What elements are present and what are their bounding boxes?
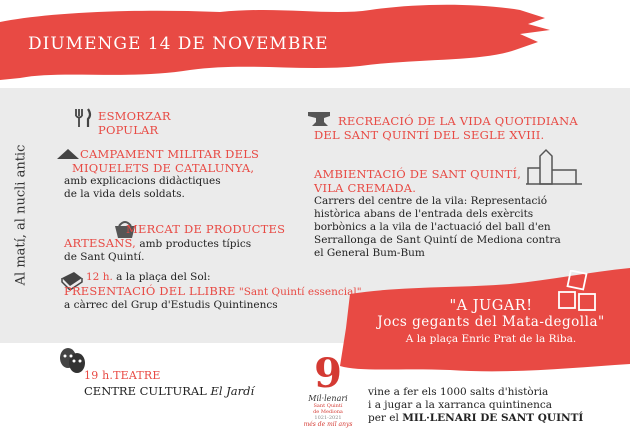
fork-knife-icon — [72, 107, 94, 129]
mercat-block: MERCAT DE PRODUCTES ARTESANS, amb productes típics de Sant Quintí. — [64, 222, 286, 263]
side-label: Al matí, al nucli antic — [13, 144, 29, 286]
campament-block: CAMPAMENT MILITAR DELS MIQUELETS DE CATALUNYA, amb explicacions didàctiques de la vida dels soldats. — [64, 147, 260, 200]
recreacio-block: RECREACIÓ DE LA VIDA QUOTIDIANA DEL SANT QUINTÍ DEL SEGLE XVIII. — [314, 114, 578, 142]
esmorzar-title: ESMORZAR POPULAR — [98, 109, 171, 137]
llibre-block: 12 h. a la plaça del Sol: PRESENTACIÓ DEL LLIBRE "Sant Quintí essencial" a càrrec del Grup d'Estudis Quintinencs — [64, 271, 362, 311]
ambientacio-block: AMBIENTACIÓ DE SANT QUINTÍ, VILA CREMADA. Carrers del centre de la vila: Representació històrica abans de l'entrada dels exèrcits borbònics a la vila de l'actuació del ball d'en Serrallonga de Sant Quintí de Mediona contra el General Bum-Bum — [314, 167, 561, 259]
footer-text: vine a fer els 1000 salts d'història i a jugar a la xarranca quintinenca per el MIL·LENARI DE SANT QUINTÍ — [368, 386, 584, 424]
event-date: DIUMENGE 14 DE NOVEMBRE — [28, 34, 329, 54]
theatre-masks-icon — [58, 346, 86, 374]
jugar-block: "A JUGAR! Jocs gegants del Mata-degolla" A la plaça Enric Prat de la Riba. — [377, 298, 605, 345]
teatre-block: 19 h.TEATRE CENTRE CULTURAL El Jardí — [84, 369, 255, 398]
millenari-logo: 9 Mil·lenari Sant Quintí de Mediona 1021-2021 més de mil anys — [303, 350, 353, 428]
